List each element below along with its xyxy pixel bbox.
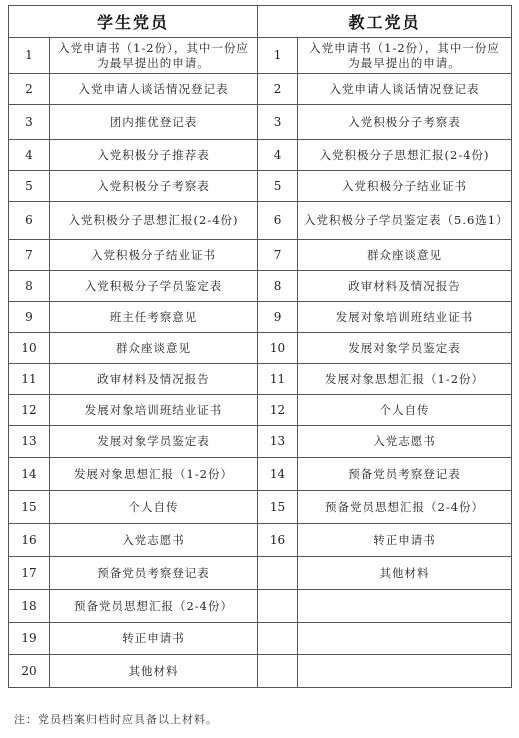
student-item-number: 4	[9, 140, 50, 171]
student-item-number: 6	[9, 202, 50, 240]
table-row	[9, 590, 512, 623]
student-item-number: 5	[9, 171, 50, 202]
staff-item-name: 个人自传	[298, 395, 512, 426]
student-item-number: 9	[9, 302, 50, 333]
student-item-number: 13	[9, 426, 50, 458]
student-item-number: 18	[9, 590, 50, 623]
table-row	[9, 302, 512, 333]
staff-item-number: 9	[258, 302, 298, 333]
staff-item-number: 11	[258, 364, 298, 395]
student-item-name: 预备党员思想汇报（2-4份）	[50, 590, 258, 623]
staff-item-name: 预备党员考察登记表	[298, 458, 512, 491]
student-item-name: 预备党员考察登记表	[50, 557, 258, 590]
table-row	[9, 395, 512, 426]
materials-table	[8, 5, 512, 688]
student-item-name: 入党申请书（1-2份），其中一份应为最早提出的申请。	[50, 38, 258, 74]
staff-item-name: 入党积极分子思想汇报(2-4份)	[298, 140, 512, 171]
student-item-name: 群众座谈意见	[50, 333, 258, 364]
student-item-name: 入党积极分子学员鉴定表	[50, 271, 258, 302]
staff-item-name	[298, 623, 512, 655]
table-row	[9, 426, 512, 458]
staff-item-number: 7	[258, 240, 298, 271]
staff-item-number: 13	[258, 426, 298, 458]
student-item-name: 班主任考察意见	[50, 302, 258, 333]
staff-item-number	[258, 655, 298, 688]
student-item-number: 17	[9, 557, 50, 590]
table-row	[9, 240, 512, 271]
staff-item-name: 政审材料及情况报告	[298, 271, 512, 302]
student-item-name: 发展对象思想汇报（1-2份）	[50, 458, 258, 491]
staff-item-number: 8	[258, 271, 298, 302]
staff-item-number: 16	[258, 524, 298, 557]
staff-item-name: 入党志愿书	[298, 426, 512, 458]
staff-item-name: 入党申请人谈话情况登记表	[298, 74, 512, 105]
table-row	[9, 364, 512, 395]
table-row	[9, 171, 512, 202]
staff-item-number: 4	[258, 140, 298, 171]
student-item-name: 团内推优登记表	[50, 105, 258, 140]
table-row	[9, 202, 512, 240]
student-item-number: 12	[9, 395, 50, 426]
staff-item-number	[258, 557, 298, 590]
student-item-number: 11	[9, 364, 50, 395]
staff-item-name: 入党积极分子学员鉴定表（5.6选1）	[298, 202, 512, 240]
staff-item-name: 预备党员思想汇报（2-4份）	[298, 491, 512, 524]
student-item-number: 16	[9, 524, 50, 557]
staff-item-number: 14	[258, 458, 298, 491]
table-row	[9, 524, 512, 557]
staff-item-name: 入党积极分子结业证书	[298, 171, 512, 202]
staff-item-name: 群众座谈意见	[298, 240, 512, 271]
student-item-number: 8	[9, 271, 50, 302]
staff-item-number: 6	[258, 202, 298, 240]
staff-item-name: 发展对象思想汇报（1-2份）	[298, 364, 512, 395]
footnote: 注：党员档案归档时应具备以上材料。	[14, 713, 218, 726]
table-header-row	[9, 6, 512, 38]
staff-item-number: 5	[258, 171, 298, 202]
staff-item-name: 入党积极分子考察表	[298, 105, 512, 140]
student-item-number: 20	[9, 655, 50, 688]
staff-item-name	[298, 655, 512, 688]
student-item-name: 转正申请书	[50, 623, 258, 655]
student-item-number: 7	[9, 240, 50, 271]
staff-item-name: 入党申请书（1-2份），其中一份应为最早提出的申请。	[298, 38, 512, 74]
table-row	[9, 333, 512, 364]
staff-item-number: 2	[258, 74, 298, 105]
student-item-number: 14	[9, 458, 50, 491]
student-item-name: 入党积极分子结业证书	[50, 240, 258, 271]
student-item-number: 2	[9, 74, 50, 105]
table-row	[9, 140, 512, 171]
table-row	[9, 655, 512, 688]
student-item-number: 15	[9, 491, 50, 524]
staff-item-name: 发展对象学员鉴定表	[298, 333, 512, 364]
student-item-name: 入党申请人谈话情况登记表	[50, 74, 258, 105]
staff-members-header: 教工党员	[258, 6, 512, 38]
table-row	[9, 557, 512, 590]
student-item-name: 个人自传	[50, 491, 258, 524]
student-item-name: 其他材料	[50, 655, 258, 688]
staff-item-number: 12	[258, 395, 298, 426]
table-row	[9, 458, 512, 491]
staff-item-number: 1	[258, 38, 298, 74]
student-item-number: 1	[9, 38, 50, 74]
table-row	[9, 38, 512, 74]
student-item-name: 入党积极分子推荐表	[50, 140, 258, 171]
student-item-name: 发展对象培训班结业证书	[50, 395, 258, 426]
staff-item-name: 其他材料	[298, 557, 512, 590]
student-item-name: 入党积极分子考察表	[50, 171, 258, 202]
table-row	[9, 491, 512, 524]
staff-item-number: 3	[258, 105, 298, 140]
staff-item-name: 发展对象培训班结业证书	[298, 302, 512, 333]
student-item-name: 入党积极分子思想汇报(2-4份)	[50, 202, 258, 240]
table-row	[9, 74, 512, 105]
student-item-number: 3	[9, 105, 50, 140]
staff-item-number: 10	[258, 333, 298, 364]
student-item-name: 发展对象学员鉴定表	[50, 426, 258, 458]
table-row	[9, 105, 512, 140]
table-row	[9, 271, 512, 302]
staff-item-name	[298, 590, 512, 623]
staff-item-name: 转正申请书	[298, 524, 512, 557]
student-members-header: 学生党员	[9, 6, 258, 38]
table-row	[9, 623, 512, 655]
staff-item-number: 15	[258, 491, 298, 524]
student-item-number: 19	[9, 623, 50, 655]
student-item-name: 政审材料及情况报告	[50, 364, 258, 395]
student-item-name: 入党志愿书	[50, 524, 258, 557]
student-item-number: 10	[9, 333, 50, 364]
staff-item-number	[258, 623, 298, 655]
staff-item-number	[258, 590, 298, 623]
